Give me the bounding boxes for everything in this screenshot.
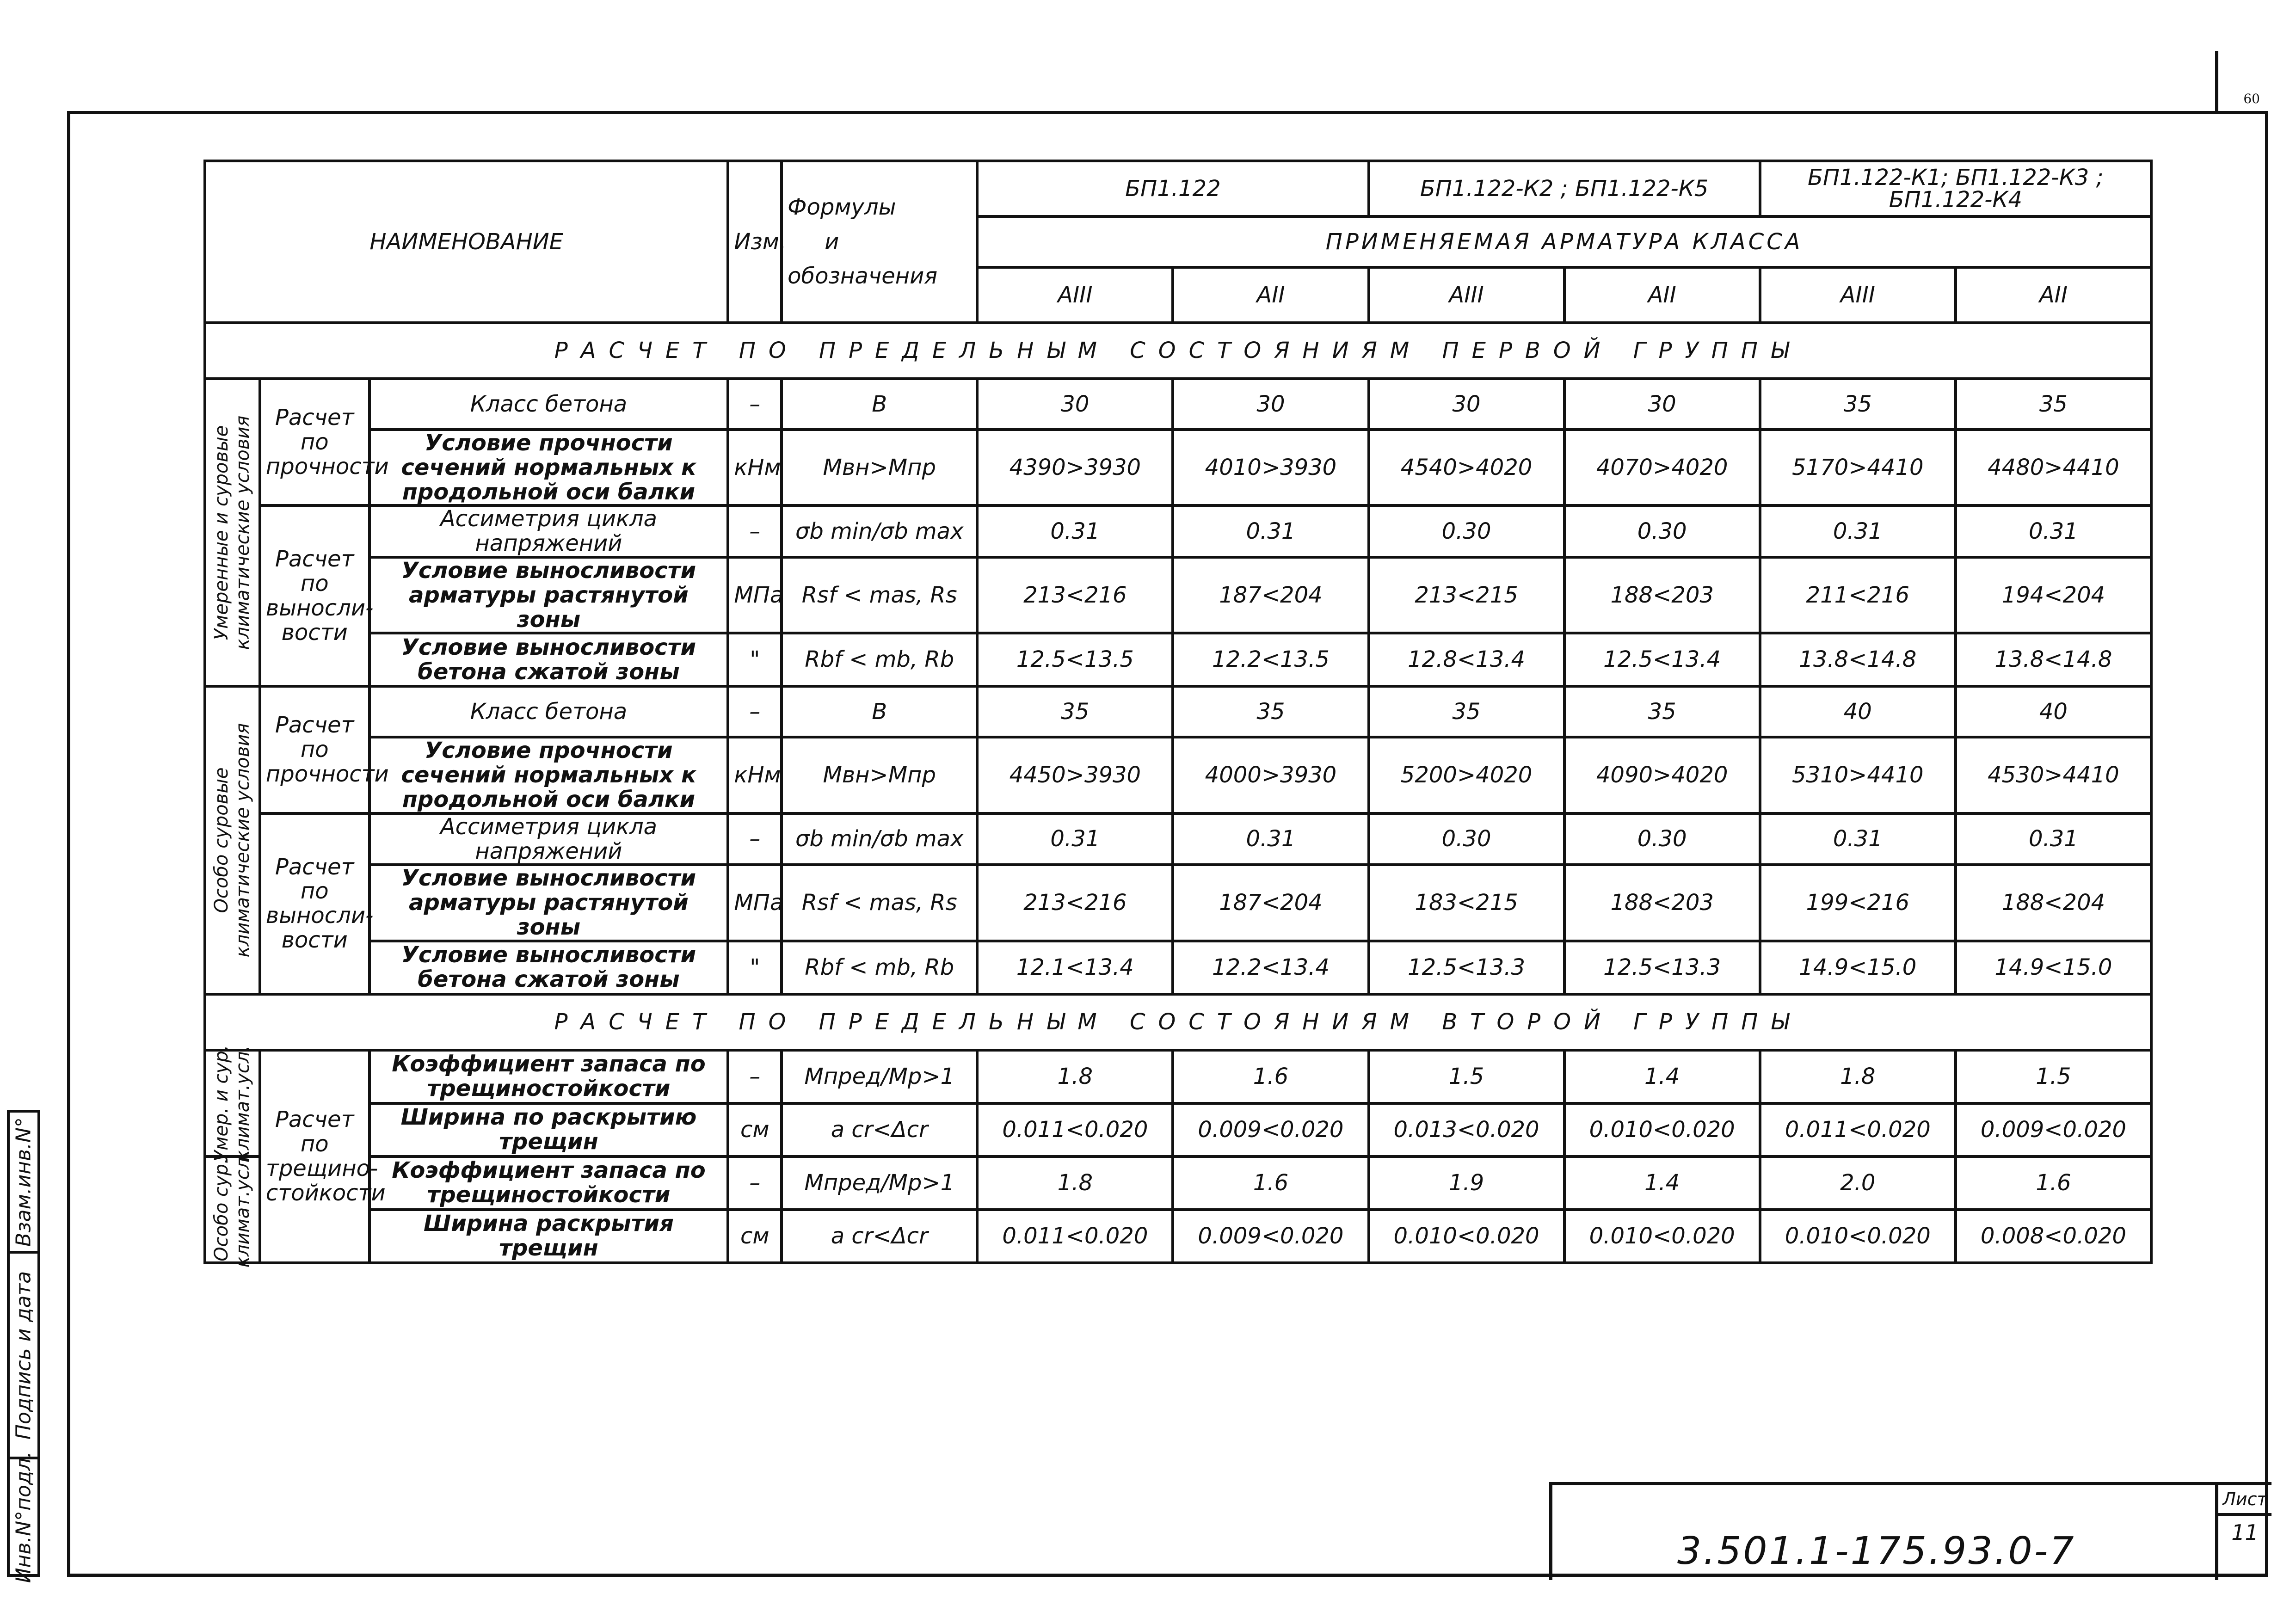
- table-row: [205, 1050, 2151, 1103]
- param-formula: a cr<Δcr: [782, 1103, 977, 1156]
- table-row: [205, 1103, 2151, 1156]
- sidebar-label-replace: Взам.инв.N°: [12, 1117, 36, 1247]
- value-cell: 188<203: [1564, 557, 1760, 633]
- header-applied: ПРИМЕНЯЕМАЯ АРМАТУРА КЛАССА: [977, 216, 2151, 267]
- header-class-3: AIII: [1369, 267, 1564, 323]
- calc-type-label: Расчет по выносли-вости: [260, 813, 369, 994]
- value-cell: 0.31: [1173, 505, 1368, 557]
- value-cell: 4530>4410: [1956, 737, 2151, 813]
- value-cell: 199<216: [1760, 865, 1956, 941]
- param-name: Ширина раскрытия трещин: [369, 1210, 728, 1263]
- header-class-6: AII: [1956, 267, 2151, 323]
- value-cell: 40: [1760, 686, 1956, 737]
- param-name: Условие прочности сечений нормальных к продольной оси балки: [369, 737, 728, 813]
- value-cell: 0.30: [1564, 813, 1760, 865]
- value-cell: 1.8: [1760, 1050, 1956, 1103]
- value-cell: 0.010<0.020: [1760, 1210, 1956, 1263]
- header-class-4: AII: [1564, 267, 1760, 323]
- value-cell: 35: [1173, 686, 1368, 737]
- climate-label: [205, 1045, 260, 1162]
- value-cell: 12.5<13.3: [1369, 941, 1564, 994]
- value-cell: 0.011<0.020: [977, 1210, 1173, 1263]
- header-name: НАИМЕНОВАНИЕ: [205, 161, 728, 323]
- header-class-1: AIII: [977, 267, 1173, 323]
- table-row: [205, 430, 2151, 505]
- value-cell: 0.010<0.020: [1369, 1210, 1564, 1263]
- param-formula: Mвн>Mпр: [782, 430, 977, 505]
- climate-label-text: [211, 1152, 253, 1267]
- table-row: [205, 813, 2151, 865]
- param-unit: ": [728, 941, 782, 994]
- param-name: Условие выносливости арматуры растянутой зоны: [369, 557, 728, 633]
- value-cell: 35: [1956, 379, 2151, 430]
- table-row: [205, 737, 2151, 813]
- header-group-1: БП1.122: [977, 161, 1368, 216]
- value-cell: 4090>4020: [1564, 737, 1760, 813]
- table-row: [205, 633, 2151, 686]
- value-cell: 0.31: [1760, 505, 1956, 557]
- climate-label-line: климатические условия: [232, 415, 254, 650]
- param-formula: B: [782, 379, 977, 430]
- value-cell: 5310>4410: [1760, 737, 1956, 813]
- value-cell: 1.8: [977, 1156, 1173, 1210]
- header-unit: Изм.: [728, 161, 782, 323]
- param-formula: Mвн>Mпр: [782, 737, 977, 813]
- calc-type-label: Расчет по прочности: [260, 379, 369, 505]
- param-name: Условие выносливости арматуры растянутой зоны: [369, 865, 728, 941]
- sidebar-cell-inv: [10, 1451, 37, 1583]
- table-row: [205, 865, 2151, 941]
- param-formula: Mпред/Mр>1: [782, 1050, 977, 1103]
- value-cell: 1.5: [1956, 1050, 2151, 1103]
- section-2-heading-title: РАСЧЕТ ПО ПРЕДЕЛЬНЫМ СОСТОЯНИЯМ ВТОРОЙ ГРУППЫ: [205, 994, 2151, 1050]
- approval-sidebar: [7, 1110, 40, 1583]
- value-cell: 12.5<13.3: [1564, 941, 1760, 994]
- value-cell: 1.6: [1173, 1050, 1368, 1103]
- table-row: [205, 505, 2151, 557]
- table-row: [205, 379, 2151, 430]
- value-cell: 4480>4410: [1956, 430, 2151, 505]
- sidebar-label-sign: Подпись и дата: [12, 1271, 36, 1439]
- value-cell: 40: [1956, 686, 2151, 737]
- value-cell: 0.31: [1760, 813, 1956, 865]
- climate-label-text: [211, 1045, 253, 1162]
- section-2-heading: [205, 994, 2151, 1050]
- param-name: Ассиметрия цикла напряжений: [369, 813, 728, 865]
- value-cell: 0.30: [1369, 813, 1564, 865]
- climate-label: [205, 379, 260, 686]
- value-cell: 213<216: [977, 865, 1173, 941]
- climate-label-line: климат.усл.: [232, 1045, 254, 1161]
- sidebar-cell-sign: [10, 1254, 37, 1459]
- header-formula-line-3: обозначения: [788, 263, 938, 289]
- section-1-heading: [205, 323, 2151, 379]
- value-cell: 0.30: [1564, 505, 1760, 557]
- header-formula: [782, 161, 977, 323]
- value-cell: 4000>3930: [1173, 737, 1368, 813]
- value-cell: 0.31: [1956, 813, 2151, 865]
- param-formula: a cr<Δcr: [782, 1210, 977, 1263]
- value-cell: 0.013<0.020: [1369, 1103, 1564, 1156]
- value-cell: 30: [1173, 379, 1368, 430]
- value-cell: 12.5<13.4: [1564, 633, 1760, 686]
- param-name: Условие прочности сечений нормальных к продольной оси балки: [369, 430, 728, 505]
- climate-label: [205, 686, 260, 994]
- param-unit: кНм: [728, 430, 782, 505]
- param-formula: Rsf < mas, Rs: [782, 557, 977, 633]
- value-cell: 35: [1369, 686, 1564, 737]
- param-formula: Rbf < mb, Rb: [782, 633, 977, 686]
- table-row: [205, 686, 2151, 737]
- param-formula: σb min/σb max: [782, 505, 977, 557]
- header-class-5: AIII: [1760, 267, 1956, 323]
- value-cell: 4010>3930: [1173, 430, 1368, 505]
- table-row: [205, 557, 2151, 633]
- climate-label-line: Умер. и сур.: [211, 1045, 233, 1162]
- value-cell: 183<215: [1369, 865, 1564, 941]
- param-unit: –: [728, 379, 782, 430]
- value-cell: 213<215: [1369, 557, 1564, 633]
- top-sheet-corner: [2215, 51, 2269, 111]
- header-group-2: БП1.122-К2 ; БП1.122-К5: [1369, 161, 1760, 216]
- param-formula: B: [782, 686, 977, 737]
- sheet-label: Лист: [2218, 1485, 2271, 1516]
- param-name: Условие выносливости бетона сжатой зоны: [369, 633, 728, 686]
- sheet-number: 11: [2231, 1520, 2259, 1545]
- calc-table: [203, 160, 2153, 1267]
- param-formula: Rbf < mb, Rb: [782, 941, 977, 994]
- value-cell: 0.009<0.020: [1956, 1103, 2151, 1156]
- table-row: [205, 1210, 2151, 1263]
- value-cell: 213<216: [977, 557, 1173, 633]
- calc-type-label: Расчет по выносли-вости: [260, 505, 369, 686]
- value-cell: 14.9<15.0: [1760, 941, 1956, 994]
- climate-label-line: Особо суровые: [211, 767, 233, 913]
- param-unit: см: [728, 1210, 782, 1263]
- param-unit: –: [728, 505, 782, 557]
- value-cell: 30: [1369, 379, 1564, 430]
- value-cell: 5200>4020: [1369, 737, 1564, 813]
- value-cell: 14.9<15.0: [1956, 941, 2151, 994]
- param-unit: МПа: [728, 557, 782, 633]
- param-name: Условие выносливости бетона сжатой зоны: [369, 941, 728, 994]
- value-cell: 13.8<14.8: [1760, 633, 1956, 686]
- value-cell: 35: [1564, 686, 1760, 737]
- value-cell: 194<204: [1956, 557, 2151, 633]
- value-cell: 35: [1760, 379, 1956, 430]
- climate-label-line: Особо сур.: [211, 1157, 233, 1261]
- value-cell: 30: [1564, 379, 1760, 430]
- param-unit: –: [728, 1156, 782, 1210]
- value-cell: 1.6: [1956, 1156, 2151, 1210]
- param-formula: Rsf < mas, Rs: [782, 865, 977, 941]
- value-cell: 12.2<13.5: [1173, 633, 1368, 686]
- value-cell: 187<204: [1173, 557, 1368, 633]
- value-cell: 12.2<13.4: [1173, 941, 1368, 994]
- value-cell: 187<204: [1173, 865, 1368, 941]
- value-cell: 12.1<13.4: [977, 941, 1173, 994]
- value-cell: 1.8: [977, 1050, 1173, 1103]
- value-cell: 0.010<0.020: [1564, 1210, 1760, 1263]
- value-cell: 0.010<0.020: [1564, 1103, 1760, 1156]
- param-name: Класс бетона: [369, 686, 728, 737]
- climate-label-text: [211, 415, 253, 650]
- value-cell: 211<216: [1760, 557, 1956, 633]
- value-cell: 30: [977, 379, 1173, 430]
- sidebar-cell-replace: [10, 1113, 37, 1254]
- header-formula-line-1: Формулы: [788, 194, 896, 221]
- param-unit: ": [728, 633, 782, 686]
- climate-label-line: климат.усл.: [232, 1151, 254, 1267]
- param-name: Ширина по раскрытию трещин: [369, 1103, 728, 1156]
- climate-label-line: Умеренные и суровые: [211, 425, 233, 640]
- value-cell: 188<204: [1956, 865, 2151, 941]
- sheet-number-box: [2215, 1482, 2271, 1580]
- param-unit: МПа: [728, 865, 782, 941]
- table-row: [205, 941, 2151, 994]
- value-cell: 5170>4410: [1760, 430, 1956, 505]
- climate-label: [205, 1151, 260, 1267]
- top-sheet-number: 60: [2243, 91, 2260, 106]
- value-cell: 12.8<13.4: [1369, 633, 1564, 686]
- climate-label-text: [211, 723, 253, 958]
- calc-type-label: Расчет по прочности: [260, 686, 369, 813]
- value-cell: 0.31: [977, 813, 1173, 865]
- param-unit: см: [728, 1103, 782, 1156]
- table-row: [205, 1156, 2151, 1210]
- value-cell: 0.31: [1956, 505, 2151, 557]
- value-cell: 0.009<0.020: [1173, 1103, 1368, 1156]
- value-cell: 4390>3930: [977, 430, 1173, 505]
- param-formula: Mпред/Mр>1: [782, 1156, 977, 1210]
- value-cell: 4540>4020: [1369, 430, 1564, 505]
- header-class-2: AII: [1173, 267, 1368, 323]
- param-name: Коэффициент запаса по трещиностойкости: [369, 1050, 728, 1103]
- param-formula: σb min/σb max: [782, 813, 977, 865]
- value-cell: 0.011<0.020: [1760, 1103, 1956, 1156]
- value-cell: 1.4: [1564, 1050, 1760, 1103]
- value-cell: 4450>3930: [977, 737, 1173, 813]
- value-cell: 12.5<13.5: [977, 633, 1173, 686]
- document-code: 3.501.1-175.93.0-7: [1677, 1529, 2076, 1573]
- value-cell: 0.011<0.020: [977, 1103, 1173, 1156]
- value-cell: 0.008<0.020: [1956, 1210, 2151, 1263]
- value-cell: 1.4: [1564, 1156, 1760, 1210]
- calc-type-label: Расчет по трещино-стойкости: [260, 1050, 369, 1263]
- value-cell: 35: [977, 686, 1173, 737]
- value-cell: 1.9: [1369, 1156, 1564, 1210]
- value-cell: 188<203: [1564, 865, 1760, 941]
- param-unit: кНм: [728, 737, 782, 813]
- param-unit: –: [728, 813, 782, 865]
- value-cell: 0.31: [977, 505, 1173, 557]
- value-cell: 0.31: [1173, 813, 1368, 865]
- section-1-heading-title: РАСЧЕТ ПО ПРЕДЕЛЬНЫМ СОСТОЯНИЯМ ПЕРВОЙ ГРУППЫ: [205, 323, 2151, 379]
- header-row-groups: [205, 161, 2151, 216]
- header-formula-line-2: и: [825, 228, 839, 255]
- sidebar-label-inv: Инв.N°подл.: [12, 1451, 36, 1583]
- param-name: Ассиметрия цикла напряжений: [369, 505, 728, 557]
- header-group-3: БП1.122-К1; БП1.122-К3 ; БП1.122-К4: [1760, 161, 2151, 216]
- param-unit: –: [728, 686, 782, 737]
- value-cell: 1.6: [1173, 1156, 1368, 1210]
- value-cell: 0.30: [1369, 505, 1564, 557]
- param-name: Класс бетона: [369, 379, 728, 430]
- value-cell: 13.8<14.8: [1956, 633, 2151, 686]
- param-unit: –: [728, 1050, 782, 1103]
- title-block: [1549, 1482, 2218, 1580]
- param-name: Коэффициент запаса по трещиностойкости: [369, 1156, 728, 1210]
- value-cell: 0.009<0.020: [1173, 1210, 1368, 1263]
- value-cell: 2.0: [1760, 1156, 1956, 1210]
- value-cell: 1.5: [1369, 1050, 1564, 1103]
- climate-label-line: климатические условия: [232, 723, 254, 958]
- value-cell: 4070>4020: [1564, 430, 1760, 505]
